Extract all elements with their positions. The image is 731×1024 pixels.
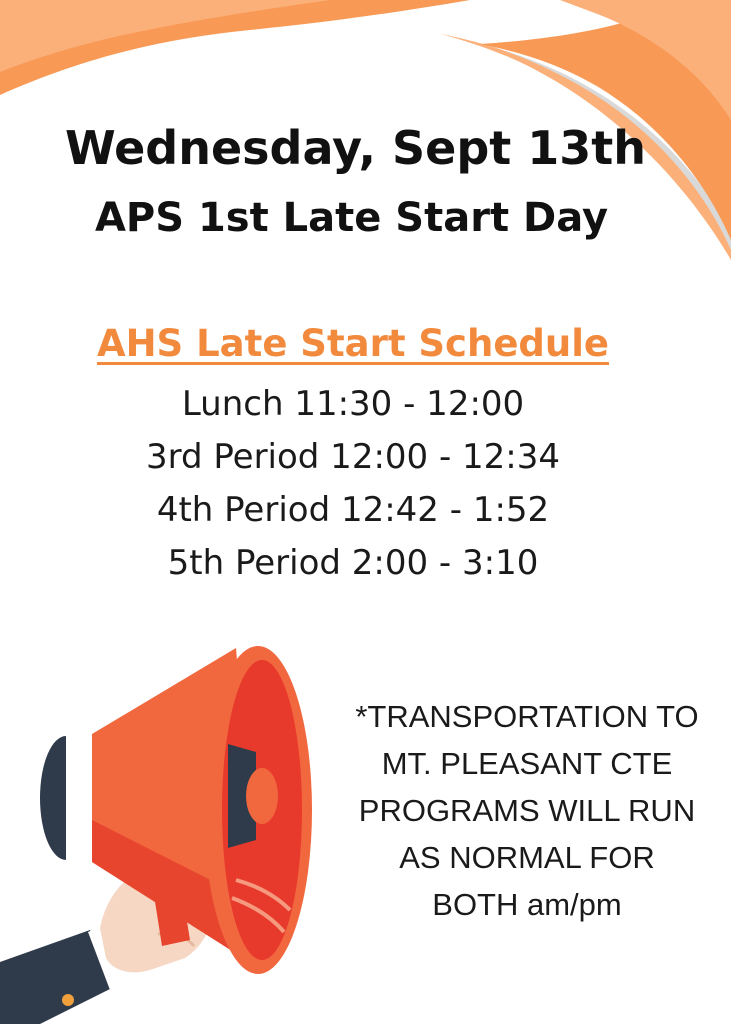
- transportation-note-line-5: BOTH am/pm: [432, 887, 622, 922]
- transportation-note-line-1: *TRANSPORTATION TO: [355, 699, 699, 734]
- transportation-note-line-3: PROGRAMS WILL RUN: [358, 793, 696, 828]
- schedule-item-4th-period: 4th Period 12:42 - 1:52: [156, 490, 550, 530]
- transportation-note-line-4: AS NORMAL FOR: [399, 840, 655, 875]
- schedule-title: AHS Late Start Schedule: [96, 322, 610, 365]
- schedule-item-3rd-period: 3rd Period 12:00 - 12:34: [145, 437, 561, 477]
- megaphone-in-hand-icon: [0, 640, 330, 1024]
- transportation-note-line-2: MT. PLEASANT CTE: [381, 746, 673, 781]
- transportation-note: [327, 693, 727, 928]
- schedule-item-lunch: Lunch 11:30 - 12:00: [181, 384, 525, 424]
- cufflink-dot: [62, 994, 74, 1006]
- megaphone-back-ring: [66, 734, 96, 862]
- headline-date: Wednesday, Sept 13th: [64, 121, 647, 175]
- schedule-item-5th-period: 5th Period 2:00 - 3:10: [167, 543, 539, 583]
- megaphone-speaker-center: [246, 768, 278, 824]
- schedule-list: [0, 378, 706, 590]
- headline-event: APS 1st Late Start Day: [94, 195, 609, 241]
